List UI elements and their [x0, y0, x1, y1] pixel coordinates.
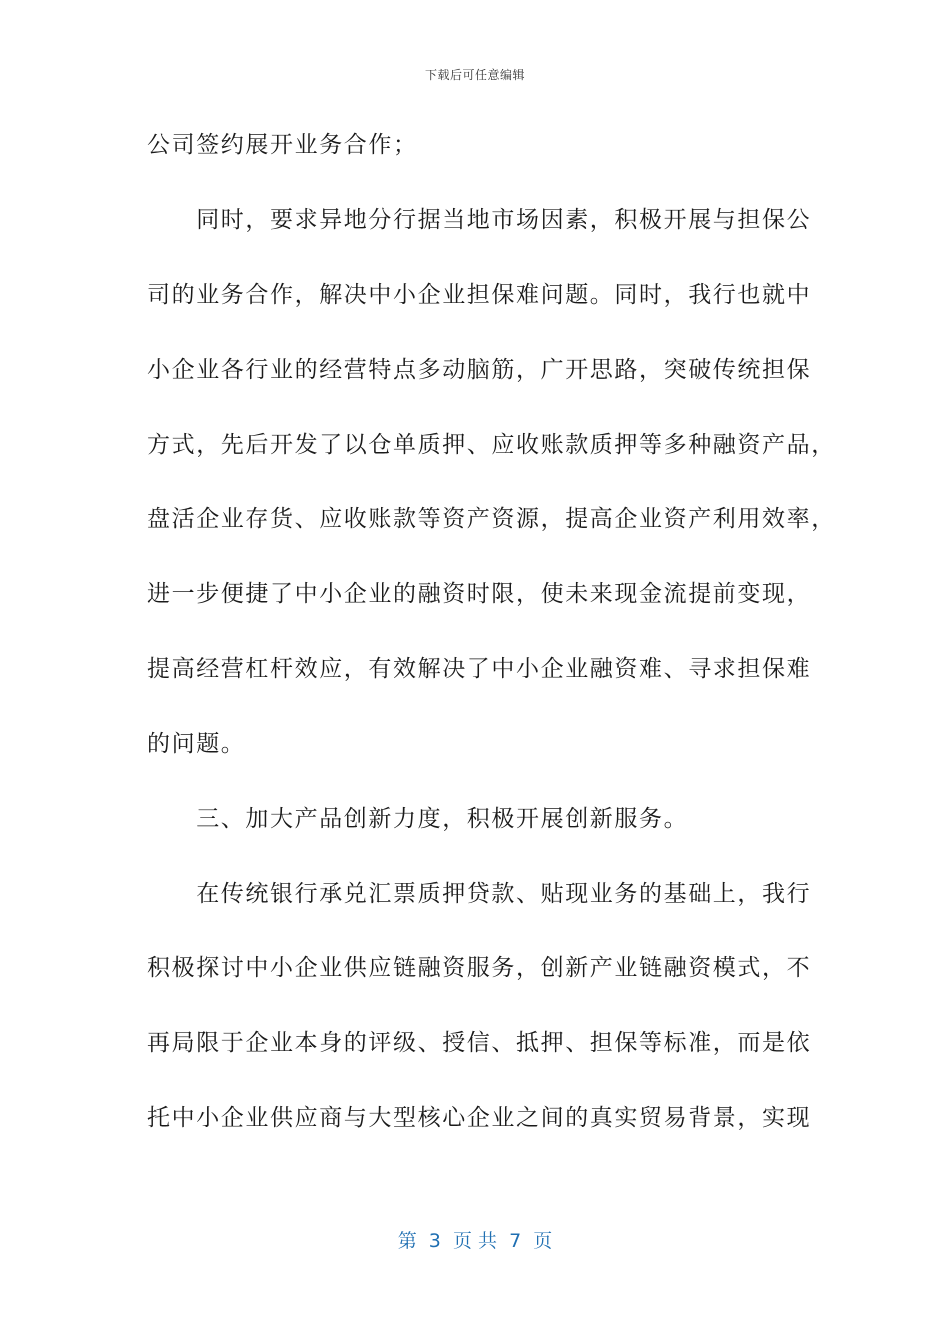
- text-line: 盘活企业存货、应收账款等资产资源，提高企业资产利用效率，: [147, 506, 836, 532]
- text-line: 再局限于企业本身的评级、授信、抵押、担保等标准，而是依: [147, 1030, 812, 1056]
- text-line: 在传统银行承兑汇票质押贷款、贴现业务的基础上，我行: [147, 881, 812, 907]
- text-line: 公司签约展开业务合作；: [147, 132, 418, 158]
- text-line: 方式，先后开发了以仓单质押、应收账款质押等多种融资产品，: [147, 432, 836, 458]
- text-line: 提高经营杠杆效应，有效解决了中小企业融资难、寻求担保难: [147, 656, 812, 682]
- text-line: 进一步便捷了中小企业的融资时限，使未来现金流提前变现，: [147, 581, 812, 607]
- page-number-footer: 第 3 页 共 7 页: [397, 1230, 553, 1252]
- text-line: 的问题。: [147, 731, 246, 757]
- text-line: 三、加大产品创新力度，积极开展创新服务。: [147, 806, 689, 832]
- text-line: 积极探讨中小企业供应链融资服务，创新产业链融资模式，不: [147, 955, 812, 981]
- text-line: 同时，要求异地分行据当地市场因素，积极开展与担保公: [147, 207, 812, 233]
- page-header: 下载后可任意编辑: [424, 68, 525, 82]
- text-line: 司的业务合作，解决中小企业担保难问题。同时，我行也就中: [147, 282, 812, 308]
- text-line: 托中小企业供应商与大型核心企业之间的真实贸易背景，实现: [147, 1105, 812, 1131]
- text-line: 小企业各行业的经营特点多动脑筋，广开思路，突破传统担保: [147, 357, 812, 383]
